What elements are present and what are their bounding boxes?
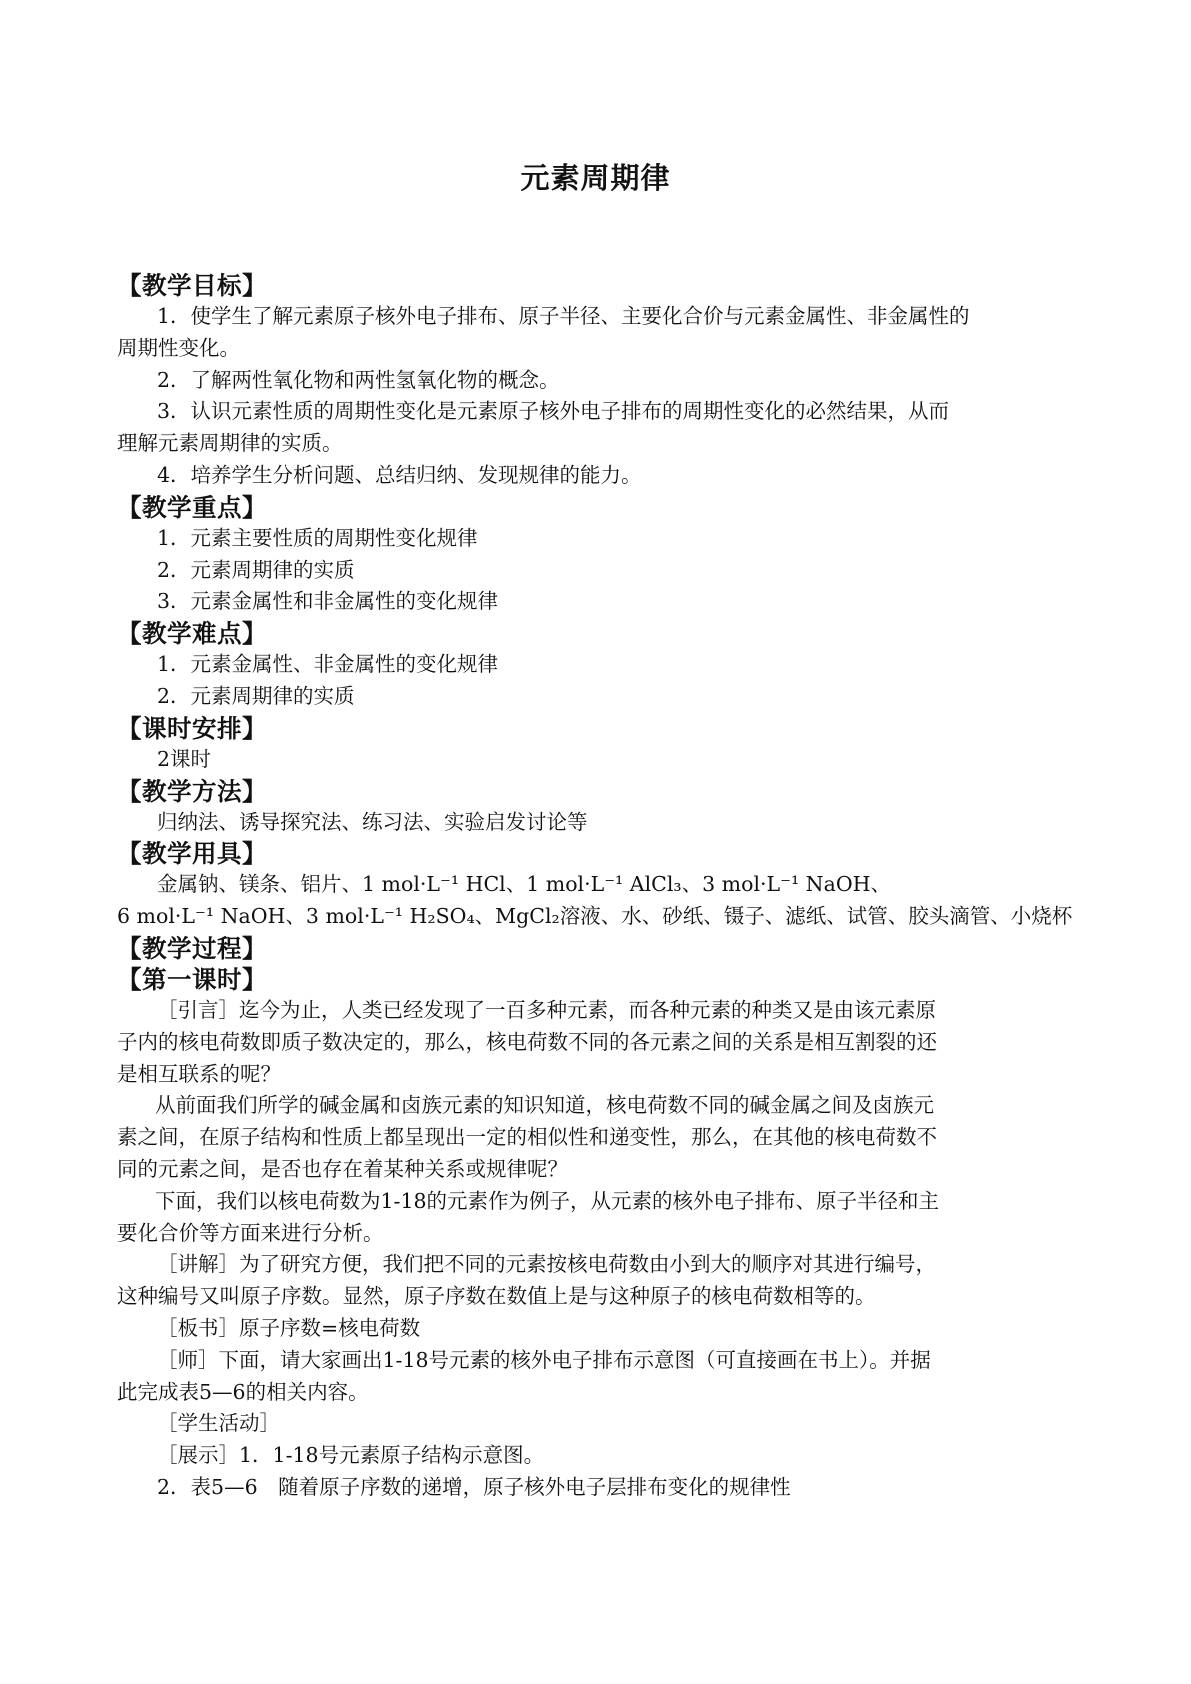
first-lesson-line-9: ［讲解］为了研究方便，我们把不同的元素按核电荷数由小到大的顺序对其进行编号， xyxy=(157,1252,936,1277)
objectives-line-4: 4．培养学生分析问题、总结归纳、发现规律的能力。 xyxy=(157,462,642,487)
key-points-line-2: 2．元素周期律的实质 xyxy=(157,557,355,582)
first-lesson-line-2: 子内的核电荷数即质子数决定的，那么，核电荷数不同的各元素之间的关系是相互割裂的还 xyxy=(117,1029,937,1054)
first-lesson-line-11: ［板书］原子序数=核电荷数 xyxy=(157,1315,421,1340)
methods-line-1: 归纳法、诱导探究法、练习法、实验启发讨论等 xyxy=(157,809,588,834)
document-body xyxy=(117,270,1089,1504)
objectives-heading: 【教学目标】 xyxy=(117,271,267,300)
first-lesson-line-4: 从前面我们所学的碱金属和卤族元素的知识知道，核电荷数不同的碱金属之间及卤族元 xyxy=(155,1093,934,1118)
first-lesson-line-13: 此完成表5—6的相关内容。 xyxy=(117,1379,369,1404)
objectives-line-3-cont: 理解元素周期律的实质。 xyxy=(117,431,343,456)
first-lesson-line-15: ［展示］1．1-18号元素原子结构示意图。 xyxy=(157,1443,545,1468)
first-lesson-line-6: 同的元素之间，是否也存在着某种关系或规律呢？ xyxy=(117,1156,568,1181)
document-title: 元素周期律 xyxy=(520,161,671,195)
difficulties-line-1: 1．元素金属性、非金属性的变化规律 xyxy=(157,652,499,677)
key-points-line-3: 3．元素金属性和非金属性的变化规律 xyxy=(157,589,499,614)
objectives-line-2: 2．了解两性氧化物和两性氢氧化物的概念。 xyxy=(157,367,560,392)
schedule-heading: 【课时安排】 xyxy=(117,713,267,743)
key-points-heading: 【教学重点】 xyxy=(117,492,267,522)
objectives-line-1: 1．使学生了解元素原子核外电子排布、原子半径、主要化合价与元素金属性、非金属性的 xyxy=(157,304,970,328)
tools-line-1: 金属钠、镁条、铝片、1 mol·L⁻¹ HCl、1 mol·L⁻¹ AlCl₃、3 mol·L⁻¹ NaOH、 xyxy=(157,872,892,897)
first-lesson-line-5: 素之间，在原子结构和性质上都呈现出一定的相似性和递变性，那么，在其他的核电荷数不 xyxy=(117,1125,937,1150)
first-lesson-line-1: ［引言］迄今为止，人类已经发现了一百多种元素，而各种元素的种类又是由该元素原 xyxy=(157,997,936,1022)
first-lesson-line-14: ［学生活动］ xyxy=(157,1411,280,1436)
difficulties-heading: 【教学难点】 xyxy=(117,619,267,649)
first-lesson-line-16: 2．表5—6 随着原子序数的递增，原子核外电子层排布变化的规律性 xyxy=(157,1474,791,1499)
first-lesson-heading: 【第一课时】 xyxy=(117,964,267,994)
schedule-line-1: 2课时 xyxy=(157,746,212,771)
tools-line-2: 6 mol·L⁻¹ NaOH、3 mol·L⁻¹ H₂SO₄、MgCl₂溶液、水、砂纸、镊子、滤纸、试管、胶头滴管、小烧杯 xyxy=(117,904,1073,929)
key-points-line-1: 1．元素主要性质的周期性变化规律 xyxy=(157,525,478,550)
tools-heading: 【教学用具】 xyxy=(117,839,267,869)
first-lesson-line-3: 是相互联系的呢？ xyxy=(117,1061,281,1086)
first-lesson-line-12: ［师］下面，请大家画出1-18号元素的核外电子排布示意图（可直接画在书上）。并据 xyxy=(157,1347,931,1372)
process-heading: 【教学过程】 xyxy=(117,933,267,963)
first-lesson-line-7: 下面，我们以核电荷数为1-18的元素作为例子，从元素的核外电子排布、原子半径和主 xyxy=(155,1188,940,1213)
first-lesson-line-8: 要化合价等方面来进行分析。 xyxy=(117,1220,384,1245)
first-lesson-line-10: 这种编号又叫原子序数。显然，原子序数在数值上是与这种原子的核电荷数相等的。 xyxy=(117,1284,876,1309)
methods-heading: 【教学方法】 xyxy=(117,776,267,806)
objectives-line-3: 3．认识元素性质的周期性变化是元素原子核外电子排布的周期性变化的必然结果，从而 xyxy=(157,399,950,424)
difficulties-line-2: 2．元素周期律的实质 xyxy=(157,683,355,708)
objectives-line-1-cont: 周期性变化。 xyxy=(117,335,240,360)
